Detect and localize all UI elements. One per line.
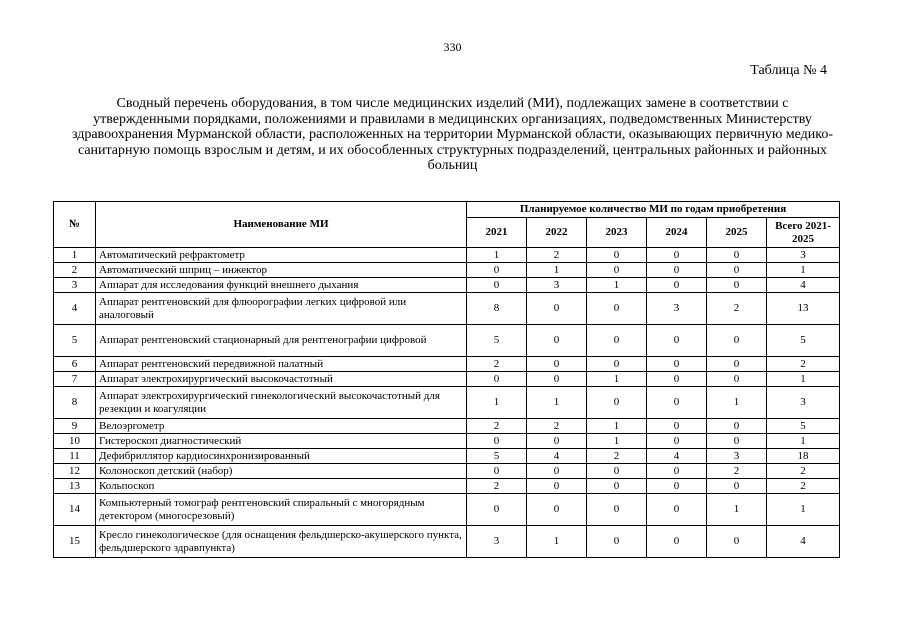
year-quantity-cell: 0 xyxy=(527,479,587,494)
year-quantity-cell: 2 xyxy=(527,248,587,263)
table-row xyxy=(54,248,840,263)
year-quantity-cell: 0 xyxy=(527,325,587,357)
year-quantity-cell: 0 xyxy=(587,464,647,479)
year-quantity-cell: 1 xyxy=(707,494,767,526)
year-quantity-cell: 0 xyxy=(587,325,647,357)
table-row xyxy=(54,263,840,278)
year-quantity-cell: 0 xyxy=(647,419,707,434)
year-quantity-cell: 1 xyxy=(467,387,527,419)
year-quantity-cell: 2 xyxy=(707,293,767,325)
total-cell: 2 xyxy=(767,479,840,494)
header-year: 2021 xyxy=(467,218,527,248)
year-quantity-cell: 0 xyxy=(707,526,767,558)
header-year: 2025 xyxy=(707,218,767,248)
year-quantity-cell: 2 xyxy=(467,419,527,434)
year-quantity-cell: 0 xyxy=(587,248,647,263)
equipment-name: Аппарат электрохирургический высокочастотный xyxy=(96,372,467,387)
year-quantity-cell: 0 xyxy=(467,372,527,387)
year-quantity-cell: 0 xyxy=(467,464,527,479)
page-number: 330 xyxy=(443,40,462,54)
year-quantity-cell: 0 xyxy=(467,263,527,278)
table-row xyxy=(54,464,840,479)
year-quantity-cell: 5 xyxy=(467,325,527,357)
equipment-name: Дефибриллятор кардиосинхронизированный xyxy=(96,449,467,464)
equipment-name: Велоэргометр xyxy=(96,419,467,434)
table-row xyxy=(54,325,840,357)
table-row xyxy=(54,278,840,293)
total-cell: 2 xyxy=(767,464,840,479)
year-quantity-cell: 1 xyxy=(587,419,647,434)
row-number: 11 xyxy=(54,449,96,464)
year-quantity-cell: 0 xyxy=(647,372,707,387)
year-quantity-cell: 0 xyxy=(587,357,647,372)
year-quantity-cell: 0 xyxy=(707,325,767,357)
year-quantity-cell: 0 xyxy=(707,434,767,449)
year-quantity-cell: 4 xyxy=(647,449,707,464)
total-cell: 2 xyxy=(767,357,840,372)
total-cell: 3 xyxy=(767,387,840,419)
year-quantity-cell: 0 xyxy=(647,248,707,263)
table-body xyxy=(54,248,840,558)
year-quantity-cell: 0 xyxy=(707,419,767,434)
year-quantity-cell: 1 xyxy=(587,278,647,293)
year-quantity-cell: 2 xyxy=(707,464,767,479)
header-year: 2024 xyxy=(647,218,707,248)
year-quantity-cell: 4 xyxy=(527,449,587,464)
header-planned: Планируемое количество МИ по годам приобретения xyxy=(467,202,840,218)
table-row xyxy=(54,293,840,325)
year-quantity-cell: 0 xyxy=(527,464,587,479)
header-num: № xyxy=(54,202,96,248)
year-quantity-cell: 8 xyxy=(467,293,527,325)
equipment-name: Аппарат для исследования функций внешнего дыхания xyxy=(96,278,467,293)
year-quantity-cell: 1 xyxy=(527,526,587,558)
row-number: 6 xyxy=(54,357,96,372)
table-row xyxy=(54,479,840,494)
total-cell: 1 xyxy=(767,372,840,387)
equipment-name: Автоматический рефрактометр xyxy=(96,248,467,263)
year-quantity-cell: 0 xyxy=(647,464,707,479)
row-number: 9 xyxy=(54,419,96,434)
year-quantity-cell: 1 xyxy=(527,387,587,419)
equipment-name: Аппарат электрохирургический гинекологический высокочастотный для резекции и коагуляции xyxy=(96,387,467,419)
year-quantity-cell: 0 xyxy=(647,434,707,449)
table-row xyxy=(54,449,840,464)
total-cell: 3 xyxy=(767,248,840,263)
year-quantity-cell: 0 xyxy=(707,248,767,263)
equipment-name: Аппарат рентгеновский передвижной палатный xyxy=(96,357,467,372)
year-quantity-cell: 0 xyxy=(707,479,767,494)
total-cell: 1 xyxy=(767,494,840,526)
year-quantity-cell: 0 xyxy=(587,494,647,526)
table-row xyxy=(54,526,840,558)
total-cell: 4 xyxy=(767,526,840,558)
document-title: Сводный перечень оборудования, в том числе медицинских изделий (МИ), подлежащих замене в соответствии с утвержденными порядками, положениями и правилами в медицинских организациях, подведомственных Министерству здравоохранения Мурманской области, расположенных на территории Мурманской области, оказывающих первичную медико-санитарную помощь взрослым и детям, и их обособленных структурных подразделений, центральных районных и районных больниц xyxy=(71,96,834,173)
row-number: 14 xyxy=(54,494,96,526)
year-quantity-cell: 0 xyxy=(467,278,527,293)
year-quantity-cell: 0 xyxy=(587,479,647,494)
year-quantity-cell: 0 xyxy=(647,278,707,293)
year-quantity-cell: 3 xyxy=(707,449,767,464)
year-quantity-cell: 2 xyxy=(587,449,647,464)
table-row xyxy=(54,419,840,434)
year-quantity-cell: 3 xyxy=(467,526,527,558)
table-row xyxy=(54,434,840,449)
equipment-name: Компьютерный томограф рентгеновский спиральный с многорядным детектором (многосрезовый) xyxy=(96,494,467,526)
year-quantity-cell: 0 xyxy=(587,526,647,558)
table-row xyxy=(54,494,840,526)
year-quantity-cell: 1 xyxy=(527,263,587,278)
total-cell: 4 xyxy=(767,278,840,293)
year-quantity-cell: 1 xyxy=(467,248,527,263)
year-quantity-cell: 0 xyxy=(527,357,587,372)
row-number: 1 xyxy=(54,248,96,263)
year-quantity-cell: 2 xyxy=(467,479,527,494)
equipment-name: Колоноскоп детский (набор) xyxy=(96,464,467,479)
year-quantity-cell: 0 xyxy=(467,434,527,449)
year-quantity-cell: 0 xyxy=(527,372,587,387)
table-row xyxy=(54,357,840,372)
year-quantity-cell: 1 xyxy=(587,372,647,387)
equipment-table xyxy=(53,201,840,558)
year-quantity-cell: 0 xyxy=(587,263,647,278)
equipment-name: Кольпоскоп xyxy=(96,479,467,494)
year-quantity-cell: 0 xyxy=(647,325,707,357)
table-row xyxy=(54,372,840,387)
row-number: 8 xyxy=(54,387,96,419)
equipment-name: Кресло гинекологическое (для оснащения фельдшерско-акушерского пункта, фельдшерского здравпункта) xyxy=(96,526,467,558)
total-cell: 1 xyxy=(767,263,840,278)
total-cell: 13 xyxy=(767,293,840,325)
year-quantity-cell: 3 xyxy=(527,278,587,293)
equipment-name: Аппарат рентгеновский для флюорографии легких цифровой или аналоговый xyxy=(96,293,467,325)
row-number: 4 xyxy=(54,293,96,325)
year-quantity-cell: 0 xyxy=(707,263,767,278)
year-quantity-cell: 1 xyxy=(587,434,647,449)
year-quantity-cell: 1 xyxy=(707,387,767,419)
year-quantity-cell: 0 xyxy=(707,372,767,387)
year-quantity-cell: 0 xyxy=(467,494,527,526)
row-number: 7 xyxy=(54,372,96,387)
table-label: Таблица № 4 xyxy=(750,63,827,78)
year-quantity-cell: 5 xyxy=(467,449,527,464)
year-quantity-cell: 0 xyxy=(527,434,587,449)
table-row xyxy=(54,387,840,419)
row-number: 12 xyxy=(54,464,96,479)
row-number: 5 xyxy=(54,325,96,357)
equipment-name: Автоматический шприц – инжектор xyxy=(96,263,467,278)
year-quantity-cell: 0 xyxy=(647,387,707,419)
total-cell: 18 xyxy=(767,449,840,464)
total-cell: 1 xyxy=(767,434,840,449)
year-quantity-cell: 0 xyxy=(707,357,767,372)
year-quantity-cell: 0 xyxy=(647,494,707,526)
header-total: Всего 2021-2025 xyxy=(767,218,840,248)
year-quantity-cell: 0 xyxy=(587,293,647,325)
equipment-name: Аппарат рентгеновский стационарный для рентгенографии цифровой xyxy=(96,325,467,357)
year-quantity-cell: 0 xyxy=(587,387,647,419)
year-quantity-cell: 0 xyxy=(647,479,707,494)
year-quantity-cell: 2 xyxy=(467,357,527,372)
row-number: 13 xyxy=(54,479,96,494)
year-quantity-cell: 0 xyxy=(647,526,707,558)
total-cell: 5 xyxy=(767,325,840,357)
row-number: 10 xyxy=(54,434,96,449)
year-quantity-cell: 0 xyxy=(707,278,767,293)
year-quantity-cell: 2 xyxy=(527,419,587,434)
year-quantity-cell: 0 xyxy=(527,293,587,325)
year-quantity-cell: 0 xyxy=(647,357,707,372)
total-cell: 5 xyxy=(767,419,840,434)
header-year: 2023 xyxy=(587,218,647,248)
year-quantity-cell: 0 xyxy=(647,263,707,278)
year-quantity-cell: 3 xyxy=(647,293,707,325)
header-name: Наименование МИ xyxy=(96,202,467,248)
equipment-name: Гистероскоп диагностический xyxy=(96,434,467,449)
row-number: 15 xyxy=(54,526,96,558)
header-year: 2022 xyxy=(527,218,587,248)
row-number: 3 xyxy=(54,278,96,293)
year-quantity-cell: 0 xyxy=(527,494,587,526)
row-number: 2 xyxy=(54,263,96,278)
